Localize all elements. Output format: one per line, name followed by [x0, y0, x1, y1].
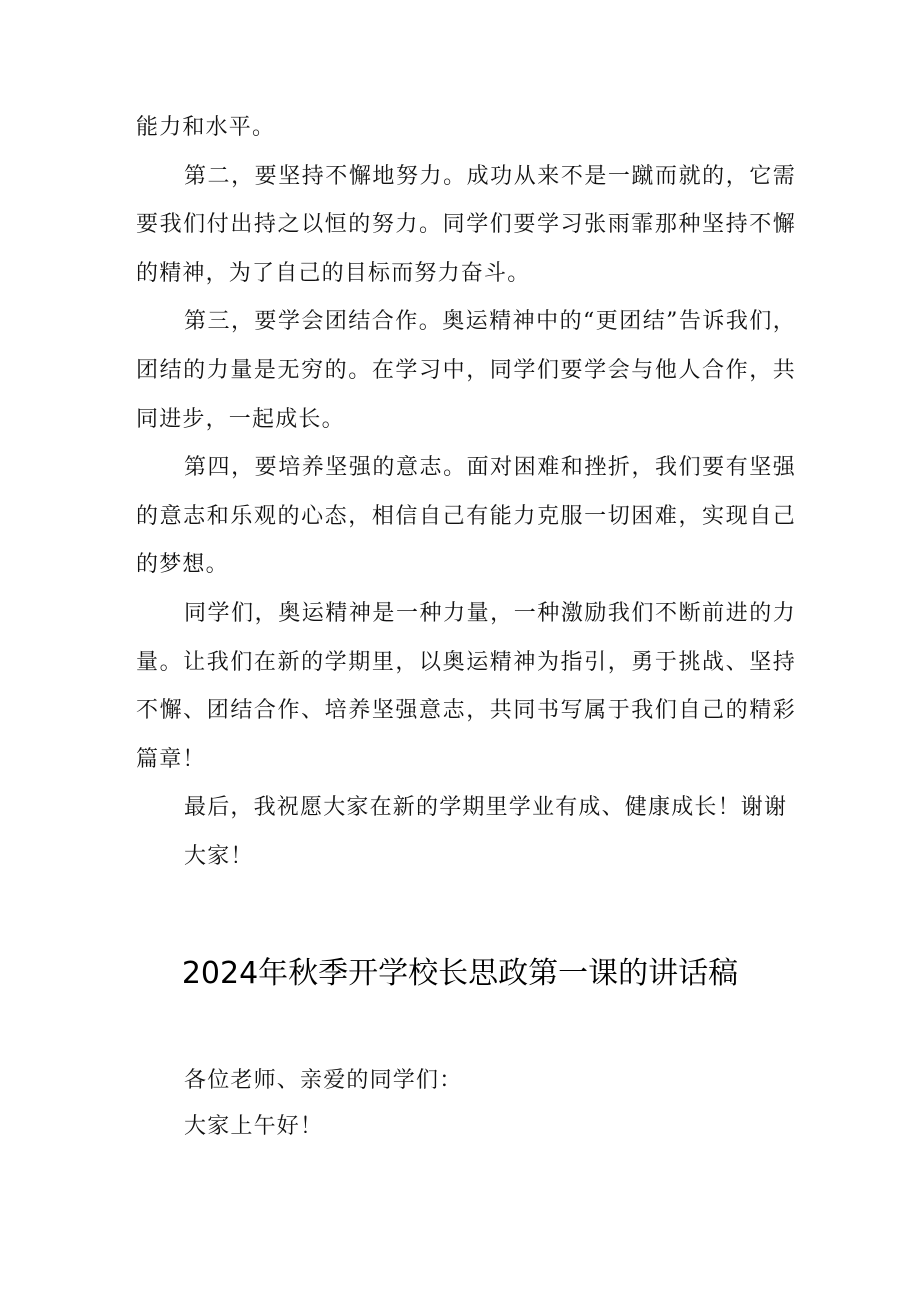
paragraph-summary: 同学们，奥运精神是一种力量，一种激励我们不断前进的力量。让我们在新的学期里，以奥运精神为指引，勇于挑战、坚持不懈、团结合作、培养坚强意志，共同书写属于我们自己的精彩篇章！	[136, 600, 796, 772]
closing-line-1: 最后，我祝愿大家在新的学期里学业有成、健康成长！谢谢	[184, 795, 788, 821]
greeting-hello: 大家上午好！	[184, 1114, 324, 1139]
paragraph-fourth-point: 第四，要培养坚强的意志。面对困难和挫折，我们要有坚强的意志和乐观的心态，相信自己有能力克服一切困难，实现自己的梦想。	[136, 455, 796, 578]
paragraph-continuation: 能力和水平。	[136, 115, 276, 140]
salutation: 各位老师、亲爱的同学们：	[184, 1068, 463, 1093]
paragraph-third-point: 第三，要学会团结合作。奥运精神中的“更团结”告诉我们，团结的力量是无穷的。在学习中，同学们要学会与他人合作，共同进步，一起成长。	[136, 309, 796, 432]
greeting-block	[184, 1058, 784, 1150]
paragraph-second-point: 第二，要坚持不懈地努力。成功从来不是一蹴而就的，它需要我们付出持之以恒的努力。同学们要学习张雨霏那种坚持不懈的精神，为了自己的目标而努力奋斗。	[136, 163, 796, 286]
closing-line-2: 大家！	[184, 843, 254, 869]
speech-title: 2024年秋季开学校长思政第一课的讲话稿	[181, 956, 739, 991]
speech-body	[136, 104, 796, 882]
